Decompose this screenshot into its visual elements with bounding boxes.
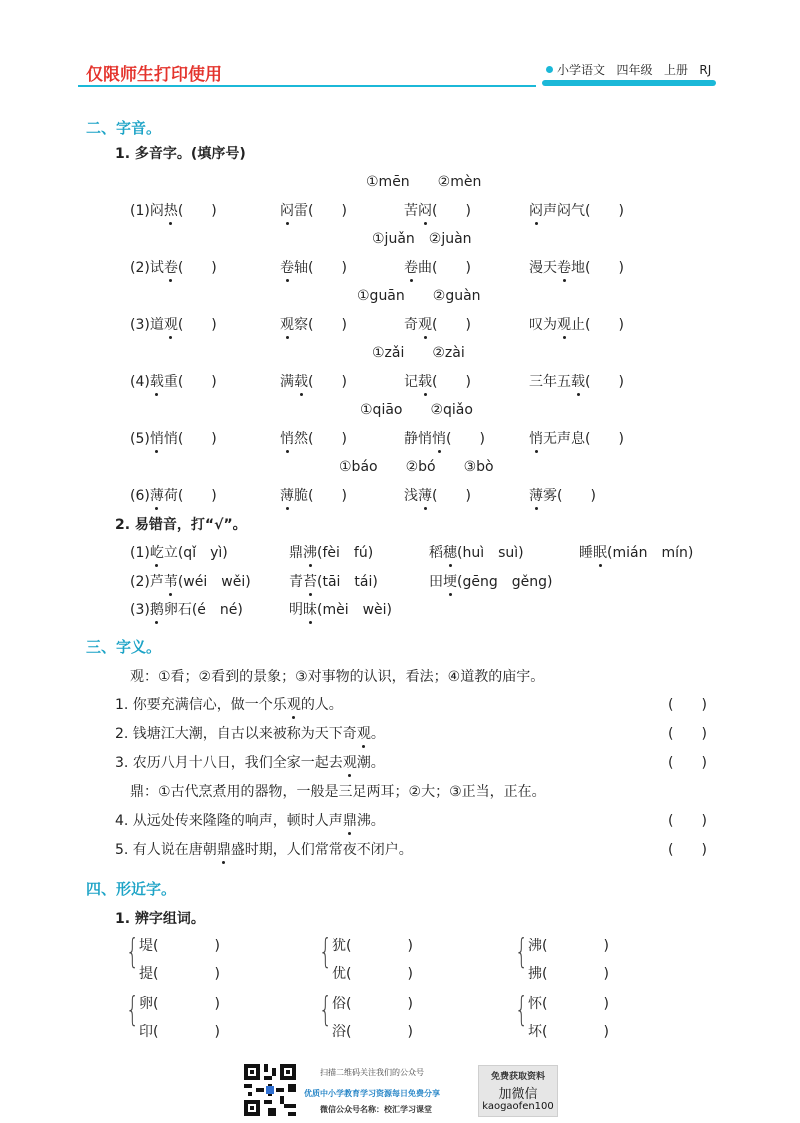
section-title-pronunciation: 二、字音。 xyxy=(86,119,162,137)
polyphone-item: 观察( ) xyxy=(280,317,347,333)
error-prone-item: 睡眠(mián mín) xyxy=(579,545,694,561)
error-prone-item: (1)屹立(qǐ yì) xyxy=(130,545,228,561)
error-prone-item: 青苔(tāi tái) xyxy=(289,574,378,590)
polyphone-item: 漫天卷地( ) xyxy=(529,260,624,276)
pinyin-options: ①qiāo ②qiǎo xyxy=(360,402,473,418)
polyphone-item: 薄雾( ) xyxy=(529,488,596,504)
polyphone-item: 闷声闷气( ) xyxy=(529,203,624,219)
error-prone-item: (2)芦苇(wéi wěi) xyxy=(130,574,251,590)
definition-guan: 观：①看；②看到的景象；③对事物的认识，看法；④道教的庙宇。 xyxy=(130,669,545,685)
footer-account-text: 微信公众号名称：校汇学习课堂 xyxy=(320,1105,432,1114)
polyphone-item: 叹为观止( ) xyxy=(529,317,624,333)
polyphone-item: (5)悄悄( ) xyxy=(130,431,217,447)
word-pair-item: 卵( ) xyxy=(139,996,220,1012)
word-pair-item: 提( ) xyxy=(139,966,220,982)
polyphone-item: (2)试卷( ) xyxy=(130,260,217,276)
word-pair-item: 怀( ) xyxy=(528,996,609,1012)
error-prone-item: (3)鹅卵石(é né) xyxy=(130,602,243,618)
wechat-id: kaogaofen100 xyxy=(482,1101,554,1112)
section-title-similar-chars: 四、形近字。 xyxy=(86,880,177,898)
polyphone-item: 静悄悄( ) xyxy=(404,431,485,447)
pinyin-options: ①guān ②guàn xyxy=(357,288,481,304)
error-prone-item: 稻穗(huì suì) xyxy=(429,545,524,561)
polyphone-item: (6)薄荷( ) xyxy=(130,488,217,504)
polyphone-item: 悄无声息( ) xyxy=(529,431,624,447)
polyphone-item: (3)道观( ) xyxy=(130,317,217,333)
polyphone-item: 满载( ) xyxy=(280,374,347,390)
word-pair-item: 俗( ) xyxy=(332,996,413,1012)
section-title-meaning: 三、字义。 xyxy=(86,638,162,656)
word-pair-item: 印( ) xyxy=(139,1024,220,1040)
polyphone-item: 奇观( ) xyxy=(404,317,471,333)
free-material-label: 免费获取资料 xyxy=(490,1072,545,1082)
answer-paren: ( ) xyxy=(668,813,707,829)
answer-paren: ( ) xyxy=(668,842,707,858)
error-prone-item: 明昧(mèi wèi) xyxy=(289,602,393,618)
polyphone-item: 记载( ) xyxy=(404,374,471,390)
brace-icon: { xyxy=(319,932,332,972)
pinyin-options: ①zǎi ②zài xyxy=(372,345,465,361)
brace-icon: { xyxy=(126,990,139,1030)
pinyin-options: ①mēn ②mèn xyxy=(366,174,482,190)
header-bar-stripe xyxy=(542,80,716,86)
word-pair-item: 堤( ) xyxy=(139,938,220,954)
word-pair-item: 拂( ) xyxy=(528,966,609,982)
polyphone-item: 卷轴( ) xyxy=(280,260,347,276)
word-pair-item: 浴( ) xyxy=(332,1024,413,1040)
polyphone-item: 浅薄( ) xyxy=(404,488,471,504)
pinyin-options: ①juǎn ②juàn xyxy=(372,231,472,247)
answer-paren: ( ) xyxy=(668,697,707,713)
pinyin-options: ①báo ②bó ③bò xyxy=(339,459,494,475)
polyphone-item: (4)载重( ) xyxy=(130,374,217,390)
answer-paren: ( ) xyxy=(668,755,707,771)
footer-scan-text: 扫描二维码关注我们的公众号 xyxy=(320,1068,424,1077)
meaning-question: 5. 有人说在唐朝鼎盛时期，人们常常夜不闭户。 xyxy=(115,842,413,858)
question-title-polyphone: 1. 多音字。(填序号) xyxy=(115,146,246,162)
meaning-question: 4. 从远处传来隆隆的响声，顿时人声鼎沸。 xyxy=(115,813,385,829)
polyphone-item: 闷雷( ) xyxy=(280,203,347,219)
meaning-question: 2. 钱塘江大潮，自古以来被称为天下奇观。 xyxy=(115,726,385,742)
question-title-compose: 1. 辨字组词。 xyxy=(115,911,205,927)
footer-share-text: 优质中小学教育学习资源每日免费分享 xyxy=(304,1089,440,1098)
word-pair-item: 优( ) xyxy=(332,966,413,982)
meaning-question: 1. 你要充满信心，做一个乐观的人。 xyxy=(115,697,343,713)
definition-ding: 鼎：①古代烹煮用的器物，一般是三足两耳；②大；③正当，正在。 xyxy=(130,784,546,800)
polyphone-item: 悄然( ) xyxy=(280,431,347,447)
header-info-bar xyxy=(542,60,716,86)
polyphone-item: (1)闷热( ) xyxy=(130,203,217,219)
question-title-error-prone: 2. 易错音，打“√”。 xyxy=(115,517,247,533)
answer-paren: ( ) xyxy=(668,726,707,742)
error-prone-item: 鼎沸(fèi fú) xyxy=(289,545,374,561)
polyphone-item: 三年五载( ) xyxy=(529,374,624,390)
qr-code-icon xyxy=(244,1064,296,1116)
word-pair-item: 沸( ) xyxy=(528,938,609,954)
polyphone-item: 苦闷( ) xyxy=(404,203,471,219)
brace-icon: { xyxy=(515,990,528,1030)
wechat-contact-box xyxy=(478,1065,558,1117)
polyphone-item: 卷曲( ) xyxy=(404,260,471,276)
add-wechat-label: 加微信 xyxy=(498,1087,538,1102)
header-divider xyxy=(78,85,536,87)
brace-icon: { xyxy=(515,932,528,972)
meaning-question: 3. 农历八月十八日，我们全家一起去观潮。 xyxy=(115,755,385,771)
brace-icon: { xyxy=(319,990,332,1030)
bullet-icon xyxy=(546,66,553,73)
brace-icon: { xyxy=(126,932,139,972)
polyphone-item: 薄脆( ) xyxy=(280,488,347,504)
error-prone-item: 田埂(gēng gěng) xyxy=(429,574,553,590)
header-title: 仅限师生打印使用 xyxy=(86,65,222,85)
word-pair-item: 坏( ) xyxy=(528,1024,609,1040)
header-info: 小学语文 四年级 上册 RJ xyxy=(546,61,711,78)
word-pair-item: 犹( ) xyxy=(332,938,413,954)
